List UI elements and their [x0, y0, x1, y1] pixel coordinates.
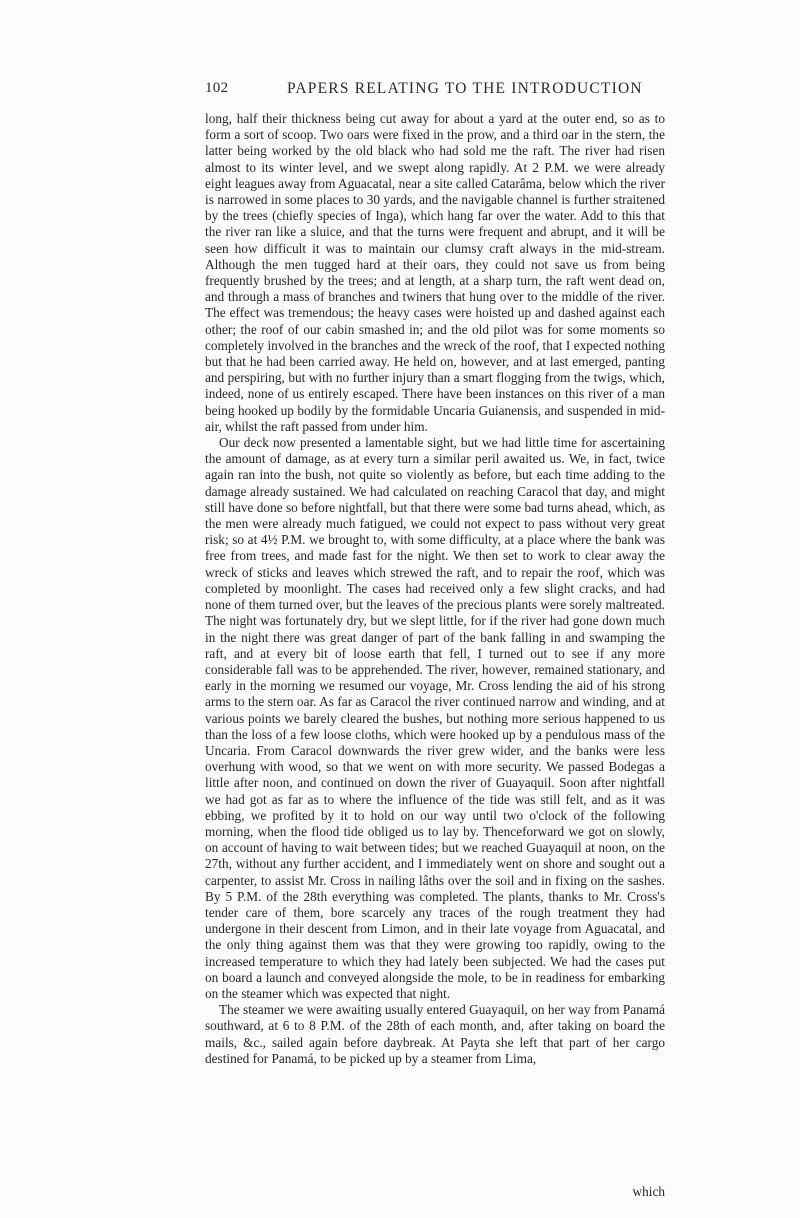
running-head [205, 80, 665, 104]
paragraph-continued: long, half their thickness being cut away for about a yard at the outer end, so as to form a sort of scoop. Two oars were fixed in the prow, and a third oar in the stern, the latter being worked by the old black who had sold me the raft. The river had risen almost to its winter level, and we swept along rapidly. At 2 P.M. we were already eight leagues away from Aguacatal, near a site called Catarâma, below which the river is narrowed in some places to 30 yards, and the navigable channel is further straitened by the trees (chiefly species of Inga), which hang far over the water. Add to this that the river ran like a sluice, and that the turns were frequent and abrupt, and it will be seen how difficult it was to maintain our clumsy craft always in the mid-stream. Although the men tugged hard at their oars, they could not save us from being frequently brushed by the trees; and at length, at a sharp turn, the raft went dead on, and through a mass of branches and twiners that hung over to the middle of the river. The effect was tremendous; the heavy cases were hoisted up and dashed against each other; the roof of our cabin smashed in; and the old pilot was for some moments so completely involved in the branches and the wreck of the roof, that I expected nothing but that he had been carried away. He held on, however, and at last emerged, panting and perspiring, but with no further injury than a smart flogging from the twigs, which, indeed, none of us entirely escaped. There have been instances on this river of a man being hooked up bodily by the formidable Uncaria Guianensis, and suspended in mid-air, whilst the raft passed from under him. [205, 111, 665, 434]
page-number: 102 [205, 80, 229, 96]
catchword: which [632, 1184, 665, 1199]
paragraph: Our deck now presented a lamentable sight, but we had little time for ascertaining the amount of damage, as at every turn a similar peril awaited us. We, in fact, twice again ran into the bush, not quite so violently as before, but each time adding to the damage already sustained. We had calculated on reaching Caracol that day, and might still have done so before nightfall, but that there were some bad turns ahead, which, as the men were already much fatigued, we could not expect to pass without very great risk; so at 4½ P.M. we brought to, with some difficulty, at a place where the bank was free from trees, and made fast for the night. We then set to work to clear away the wreck of sticks and leaves which strewed the raft, and to repair the roof, which was completed by moonlight. The cases had received only a few slight cracks, and had none of them turned over, but the leaves of the precious plants were sorely maltreated. The night was fortunately dry, but we slept little, for if the river had gone down much in the night there was great danger of part of the bank falling in and swamping the raft, and at every bit of loose earth that fell, I turned out to see if any more considerable fall was to be apprehended. The river, however, remained stationary, and early in the morning we resumed our voyage, Mr. Cross lending the aid of his strong arms to the stern oar. As far as Caracol the river continued narrow and winding, and at various points we barely cleared the bushes, but nothing more serious happened to us than the loss of a few loose cloths, which were hooked up by a pendulous mass of the Uncaria. From Caracol downwards the river grew wider, and the banks were less overhung with wood, so that we went on with more security. We passed Bodegas a little after noon, and continued on down the river of Guayaquil. Soon after nightfall we had got as far as to where the influence of the tide was still felt, and as it was ebbing, we profited by it to hold on our way until two o'clock of the following morning, when the flood tide obliged us to lay by. Thenceforward we got on slowly, on account of having to wait between tides; but we reached Guayaquil at noon, on the 27th, without any further accident, and I immediately went on shore and sought out a carpenter, to assist Mr. Cross in nailing lâths over the soil and in fixing on the sashes. By 5 P.M. of the 28th everything was completed. The plants, thanks to Mr. Cross's tender care of them, bore scarcely any traces of the rough treatment they had undergone in their descent from Limon, and in their late voyage from Aguacatal, and the only thing against them was that they were growing too rapidly, owing to the increased temperature to which they had lately been subjected. We had the cases put on board a launch and conveyed alongside the mole, to be in readiness for embarking on the steamer which was expected that night. [205, 435, 665, 1001]
running-head-title: PAPERS RELATING TO THE INTRODUCTION [287, 80, 643, 97]
paragraph: The steamer we were awaiting usually entered Guayaquil, on her way from Panamá southward, at 6 to 8 P.M. of the 28th of each month, and, after taking on board the mails, &c., sailed again before daybreak. At Payta she left that part of her cargo destined for Panamá, to be picked up by a steamer from Lima, [205, 1002, 665, 1066]
body-text [205, 111, 665, 1067]
